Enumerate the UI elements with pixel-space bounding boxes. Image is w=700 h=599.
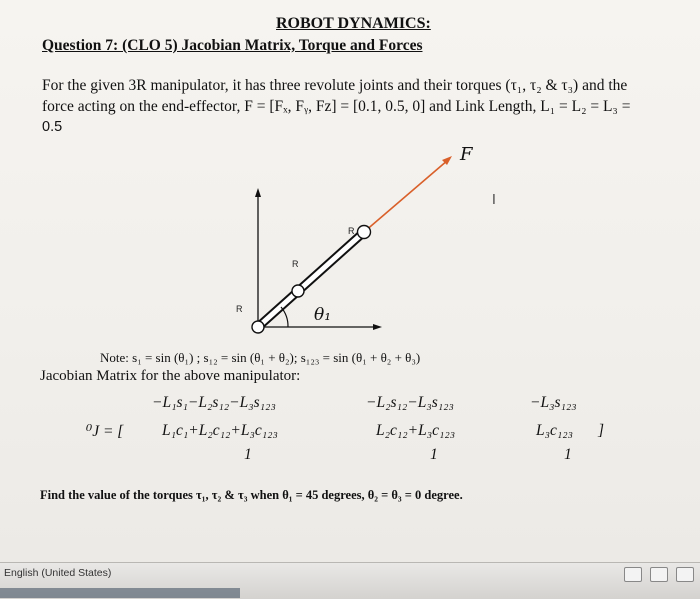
joint-label-3: R: [348, 226, 355, 236]
matrix-r2c2: L₂c₁₂+L₃c₁₂₃: [376, 422, 456, 439]
matrix-close-bracket: ]: [598, 422, 605, 439]
matrix-r1c3: −L₃s₁₂₃: [530, 394, 577, 411]
matrix-prefix: ⁰J = [: [86, 423, 124, 440]
matrix-r3c2: 1: [430, 446, 438, 463]
joint-1: [252, 321, 264, 333]
partial-text-strip: [0, 588, 240, 598]
page-title: ROBOT DYNAMICS:: [276, 15, 431, 32]
language-indicator[interactable]: English (United States): [4, 567, 112, 579]
jacobian-title: Jacobian Matrix for the above manipulator:: [40, 368, 301, 384]
problem-text-line-1: For the given 3R manipulator, it has three revolute joints and their torques (τ₁, τ₂ & τ₃) and the: [42, 77, 628, 94]
joint-label-1: R: [236, 304, 243, 314]
note-text: Note: s₁ = sin (θ₁) ; s₁₂ = sin (θ₁ + θ₂); s₁₂₃ = sin (θ₁ + θ₂ + θ₃): [100, 350, 421, 365]
x-axis-arrowhead: [373, 324, 382, 330]
find-text: Find the value of the torques τ₁, τ₂ & τ₃ when θ₁ = 45 degrees, θ₂ = θ₃ = 0 degree.: [40, 488, 463, 502]
joint-label-2: R: [292, 259, 299, 269]
web-layout-icon[interactable]: [676, 567, 694, 582]
problem-text-line-2: force acting on the end-effector, F = [Fₓ, Fᵧ, Fᴢ] = [0.1, 0.5, 0] and Link Length, L₁ = L₂ = L₃ =: [42, 98, 631, 115]
manipulator-links-inner: [258, 232, 364, 327]
question-heading: Question 7: (CLO 5) Jacobian Matrix, Torque and Forces: [42, 37, 423, 54]
focus-mode-icon[interactable]: [624, 567, 642, 582]
force-vector: [364, 160, 448, 232]
matrix-r2c3: L₃c₁₂₃: [536, 422, 574, 439]
print-layout-icon[interactable]: [650, 567, 668, 582]
angle-label: θ₁: [314, 305, 332, 325]
matrix-r3c3: 1: [564, 446, 572, 463]
joint-3: [358, 226, 371, 239]
matrix-r3c1: 1: [244, 446, 252, 463]
force-label: F: [460, 144, 473, 165]
matrix-r2c1: L₁c₁+L₂c₁₂+L₃c₁₂₃: [162, 422, 278, 439]
y-axis-arrowhead: [255, 188, 261, 197]
manipulator-diagram: [230, 140, 530, 340]
matrix-r1c1: −L₁s₁−L₂s₁₂−L₃s₁₂₃: [152, 394, 276, 411]
joint-2: [292, 285, 304, 297]
problem-text-line-3: 0.5: [42, 119, 63, 135]
text-cursor-icon: I: [492, 193, 496, 208]
matrix-r1c2: −L₂s₁₂−L₃s₁₂₃: [366, 394, 454, 411]
